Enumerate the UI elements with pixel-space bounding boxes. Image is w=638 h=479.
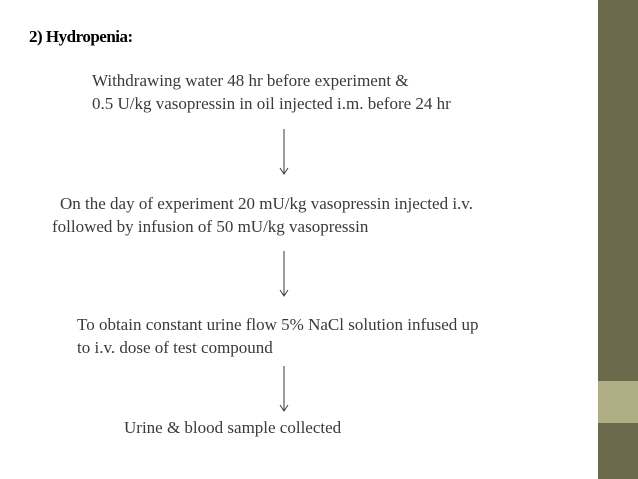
- flow-step-1-line-2: 0.5 U/kg vasopressin in oil injected i.m. before 24 hr: [92, 94, 451, 113]
- flow-step-3-line-1: To obtain constant urine flow 5% NaCl solution infused up: [77, 315, 479, 334]
- flow-step-3: [77, 313, 479, 359]
- arrow-down-icon: [278, 129, 290, 175]
- flow-step-4: [124, 416, 341, 439]
- arrow-down-icon: [278, 251, 290, 297]
- arrow-down-icon: [278, 366, 290, 412]
- flow-step-2: [52, 192, 473, 238]
- flow-step-2-line-2: followed by infusion of 50 mU/kg vasopressin: [52, 217, 369, 236]
- flow-step-4-line-1: Urine & blood sample collected: [124, 418, 342, 437]
- flow-step-1-line-1: Withdrawing water 48 hr before experiment &: [92, 71, 409, 90]
- slide-title: 2) Hydropenia:: [29, 27, 133, 46]
- flow-step-2-line-1: On the day of experiment 20 mU/kg vasopressin injected i.v.: [60, 194, 473, 213]
- flow-step-3-line-2: to i.v. dose of test compound: [77, 338, 273, 357]
- flow-step-1: [92, 69, 451, 115]
- sidebar-accent-block: [598, 381, 638, 423]
